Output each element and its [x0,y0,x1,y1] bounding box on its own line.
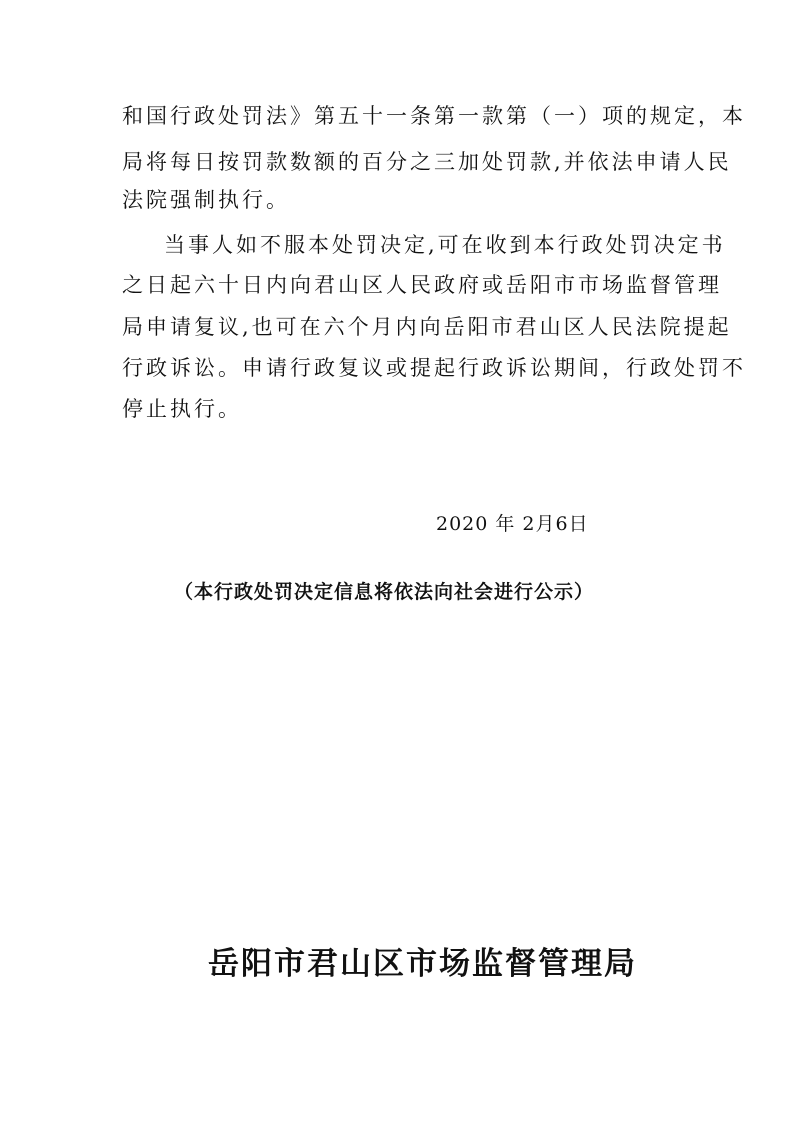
issuing-authority: 岳阳市君山区市场监督管理局 [208,946,637,982]
decision-date: 2020 年 2月6日 [436,513,589,535]
paragraph-line: 停止执行。 [122,397,242,421]
paragraph-line: 行政诉讼。申请行政复议或提起行政诉讼期间，行政处罚不 [122,356,746,380]
paragraph-line: 当事人如不服本处罚决定,可在收到本行政处罚决定书 [164,233,726,257]
disclosure-notice: （本行政处罚决定信息将依法向社会进行公示） [174,581,595,603]
paragraph-line: 局申请复议,也可在六个月内向岳阳市君山区人民法院提起 [122,315,732,339]
paragraph-line: 法院强制执行。 [122,188,290,212]
paragraph-line: 局将每日按罚款数额的百分之三加处罚款,并依法申请人民 [122,150,732,174]
paragraph-line: 和国行政处罚法》第五十一条第一款第（一）项的规定，本 [122,104,746,128]
paragraph-line: 之日起六十日内向君山区人民政府或岳阳市市场监督管理 [122,273,722,297]
